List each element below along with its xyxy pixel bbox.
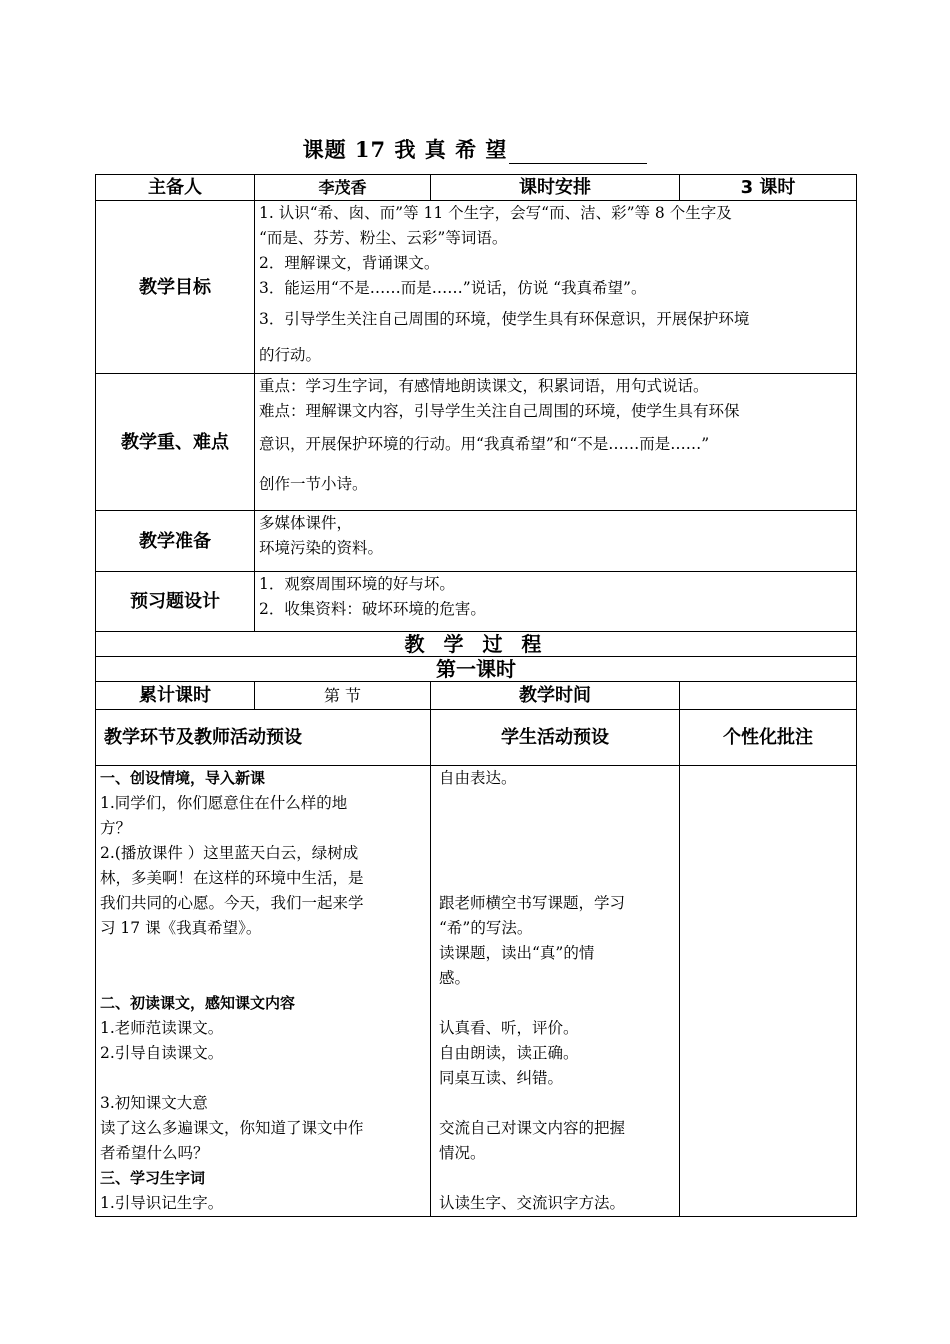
- teacher-line: 方？: [100, 819, 132, 837]
- student-line: [439, 816, 675, 841]
- student-line: 情况。: [439, 1144, 486, 1162]
- goal-line: “而是、芬芳、粉尘、云彩”等词语。: [259, 229, 508, 247]
- teacher-line: 2.引导自读课文。: [100, 1044, 224, 1062]
- teacher-line: 2.(播放课件 ）这里蓝天白云，绿树成: [100, 844, 359, 862]
- prep-line: 环境污染的资料。: [259, 539, 384, 557]
- focus-line: 创作一节小诗。: [259, 475, 368, 493]
- teacher-line: [100, 941, 426, 966]
- focus-label: 教学重、难点: [96, 374, 255, 511]
- teacher-line: 1.引导识记生字。: [100, 1194, 224, 1212]
- teacher-line: 3.初知课文大意: [100, 1094, 208, 1112]
- student-line: 跟老师横空书写课题，学习: [439, 894, 626, 912]
- section-heading: 三、学习生字词: [100, 1169, 206, 1187]
- goal-line: 3．能运用“不是……而是……”说话，仿说 “我真希望”。: [259, 279, 647, 297]
- student-line: “希”的写法。: [439, 919, 533, 937]
- student-line: 同桌互读、纠错。: [439, 1069, 564, 1087]
- time-label: 教学时间: [431, 682, 680, 710]
- student-line: [439, 991, 675, 1016]
- teacher-line: 1.同学们，你们愿意住在什么样的地: [100, 794, 348, 812]
- lesson-plan-table: [95, 174, 857, 1217]
- student-line: 认读生字、交流识字方法。: [439, 1194, 626, 1212]
- goals-label: 教学目标: [96, 201, 255, 374]
- focus-line: 难点：理解课文内容，引导学生关注自己周围的环境，使学生具有环保: [259, 402, 740, 420]
- goal-line: 3．引导学生关注自己周围的环境，使学生具有环保意识，开展保护环境: [259, 310, 750, 328]
- focus-line: 意识，开展保护环境的行动。用“我真希望”和“不是……而是……”: [259, 435, 710, 453]
- teacher-line: 我们共同的心愿。今天，我们一起来学: [100, 894, 364, 912]
- student-line: 自由表达。: [439, 769, 517, 787]
- section-heading: 二、初读课文，感知课文内容: [100, 994, 296, 1012]
- goal-line: 2．理解课文，背诵课文。: [259, 254, 440, 272]
- page-title: 课题 17 我 真 希 望: [0, 134, 950, 164]
- prep-line: 多媒体课件，: [259, 514, 353, 532]
- preview-content: [255, 572, 857, 632]
- notes-column-header: 个性化批注: [680, 710, 857, 766]
- schedule-label: 课时安排: [431, 175, 680, 201]
- preview-line: 2．收集资料：破坏环境的危害。: [259, 600, 486, 618]
- preview-label: 预习题设计: [96, 572, 255, 632]
- preview-line: 1．观察周围环境的好与坏。: [259, 575, 455, 593]
- schedule-value: 3 课时: [680, 175, 857, 201]
- cumulative-label: 累计课时: [96, 682, 255, 710]
- student-line: [439, 1166, 675, 1191]
- teacher-column-header: 教学环节及教师活动预设: [96, 710, 431, 766]
- student-line: 感。: [439, 969, 471, 987]
- teacher-line: 林，多美啊！在这样的环境中生活，是: [100, 869, 364, 887]
- student-activities: [431, 766, 680, 1217]
- title-underline: [509, 144, 647, 164]
- student-line: [439, 841, 675, 866]
- prep-content: [255, 511, 857, 572]
- lead-label: 主备人: [96, 175, 255, 201]
- cumulative-value: 第 节: [255, 682, 431, 710]
- process-title: 教 学 过 程: [96, 632, 857, 657]
- goal-line: 的行动。: [259, 346, 322, 364]
- student-column-header: 学生活动预设: [431, 710, 680, 766]
- student-line: 交流自己对课文内容的把握: [439, 1119, 626, 1137]
- time-value: [680, 682, 857, 710]
- teacher-line: 读了这么多遍课文，你知道了课文中作: [100, 1119, 364, 1137]
- teacher-activities: [96, 766, 431, 1217]
- goal-line: 1. 认识“希、囱、而”等 11 个生字，会写“而、洁、彩”等 8 个生字及: [259, 204, 732, 222]
- student-line: 认真看、听，评价。: [439, 1019, 579, 1037]
- student-line: [439, 1091, 675, 1116]
- teacher-line: [100, 1066, 426, 1091]
- teacher-line: 习 17 课《我真希望》。: [100, 919, 262, 937]
- notes-cell: [680, 766, 857, 1217]
- student-line: [439, 791, 675, 816]
- prep-label: 教学准备: [96, 511, 255, 572]
- student-line: 自由朗读，读正确。: [439, 1044, 579, 1062]
- lesson-title: 第一课时: [96, 657, 857, 682]
- teacher-line: 1.老师范读课文。: [100, 1019, 224, 1037]
- goals-content: [255, 201, 857, 374]
- student-line: [439, 866, 675, 891]
- focus-content: [255, 374, 857, 511]
- student-line: 读课题，读出“真”的情: [439, 944, 595, 962]
- focus-line: 重点：学习生字词，有感情地朗读课文，积累词语，用句式说话。: [259, 377, 709, 395]
- teacher-line: 者希望什么吗？: [100, 1144, 209, 1162]
- lead-name: 李茂香: [255, 175, 431, 201]
- section-heading: 一、创设情境，导入新课: [100, 769, 266, 787]
- teacher-line: [100, 966, 426, 991]
